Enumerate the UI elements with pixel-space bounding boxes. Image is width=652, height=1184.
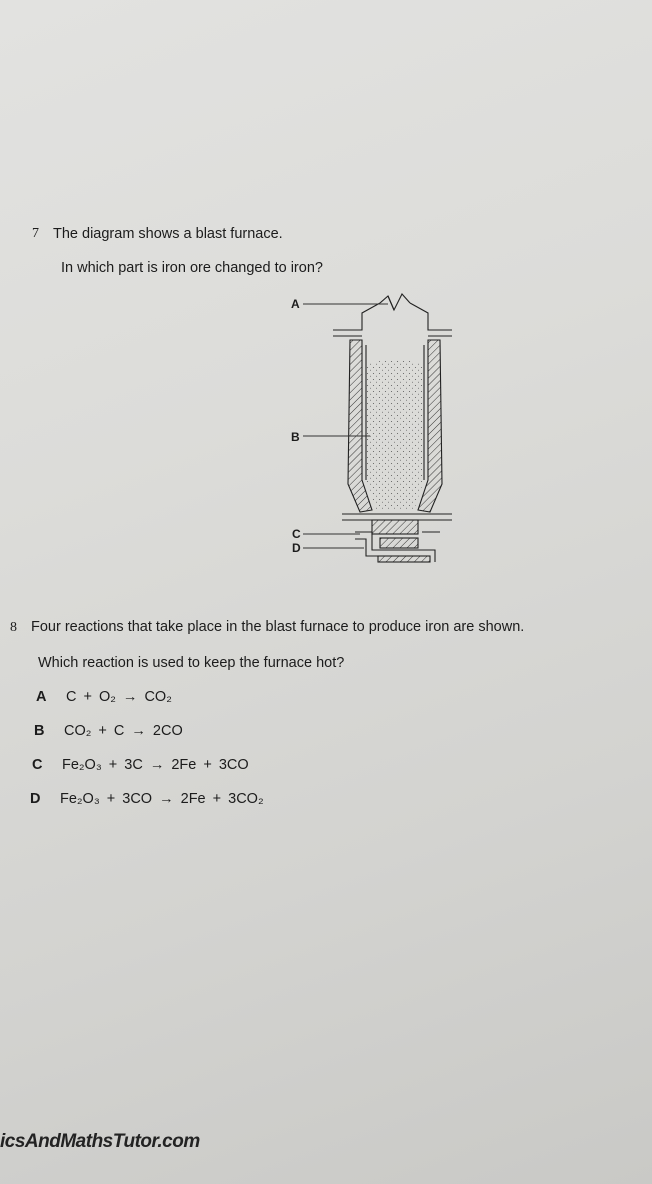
option-d-letter: D bbox=[30, 791, 41, 807]
option-c-equation: Fe₂O₃ + 3C → 2Fe + 3CO bbox=[62, 757, 249, 773]
footer-site-name: icsAndMathsTutor.com bbox=[0, 1131, 200, 1152]
question-7-text: The diagram shows a blast furnace. bbox=[53, 226, 283, 242]
option-c-letter: C bbox=[32, 757, 43, 773]
question-8-text: Four reactions that take place in the blast furnace to produce iron are shown. bbox=[31, 619, 525, 635]
diagram-label-a: A bbox=[291, 297, 300, 311]
question-8-prompt: Which reaction is used to keep the furnace hot? bbox=[38, 655, 345, 671]
question-8-number: 8 bbox=[10, 620, 17, 635]
diagram-label-b: B bbox=[291, 430, 300, 444]
option-b-equation: CO₂ + C → 2CO bbox=[64, 723, 183, 739]
option-b-letter: B bbox=[34, 723, 45, 739]
question-7-number: 7 bbox=[32, 226, 39, 241]
diagram-label-d: D bbox=[292, 541, 301, 555]
option-a-equation: C + O₂ → CO₂ bbox=[66, 689, 172, 705]
question-7-prompt: In which part is iron ore changed to iron? bbox=[61, 260, 323, 276]
option-a-letter: A bbox=[36, 689, 47, 705]
option-d-equation: Fe₂O₃ + 3CO → 2Fe + 3CO₂ bbox=[60, 791, 264, 807]
diagram-label-c: C bbox=[292, 527, 301, 541]
